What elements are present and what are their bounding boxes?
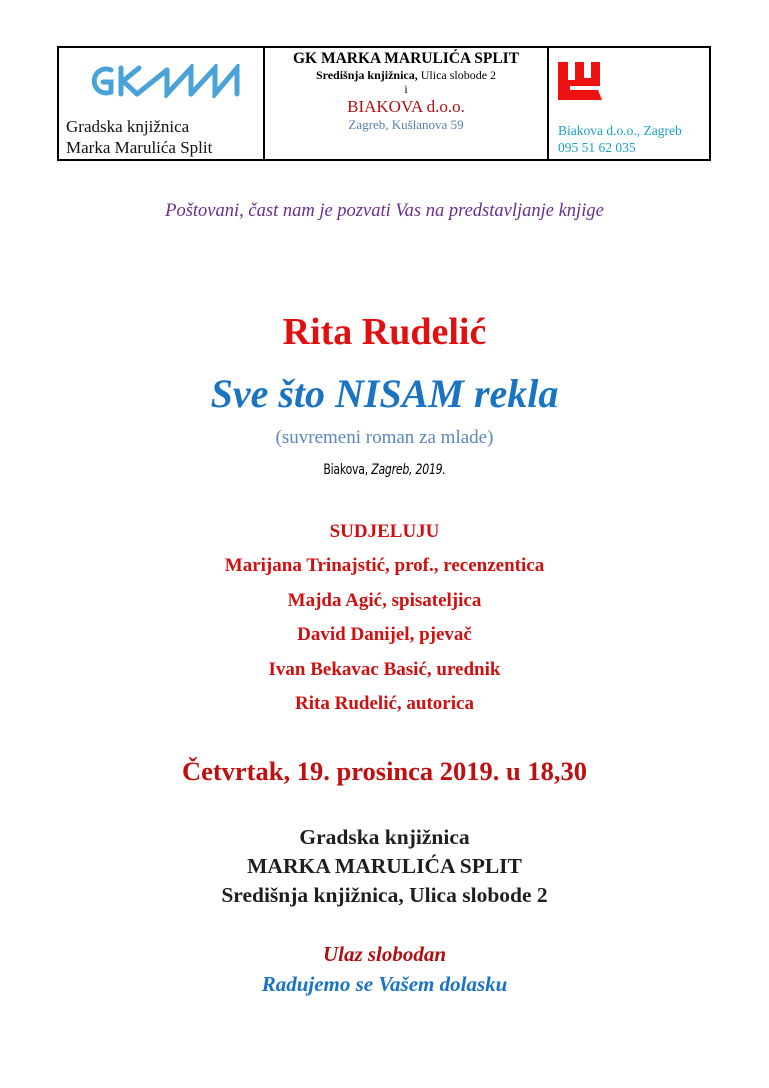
author-name: Rita Rudelić [282, 311, 487, 353]
library-name-line1: Gradska knjižnica [66, 117, 190, 136]
book-genre: (suvremeni roman za mlade) [275, 427, 494, 448]
publisher-contact [558, 122, 682, 156]
organizer-street: Ulica slobode 2 [417, 68, 497, 82]
book-title: Sve što NISAM rekla [210, 371, 559, 416]
biakova-logo-icon [558, 58, 602, 100]
publisher-name: BIAKOVA d.o.o. [347, 97, 465, 116]
event-date: Četvrtak, 19. prosinca 2019. u 18,30 [181, 756, 588, 786]
organizer-address [265, 68, 547, 83]
header-left-cell [59, 48, 265, 159]
participants-heading: SUDJELUJU [329, 521, 440, 542]
organizer-title: GK MARKA MARULIĆA SPLIT [292, 50, 520, 67]
invitation-text: Poštovani, čast nam je pozvati Vas na predstavljanje knjige [165, 201, 604, 221]
entry-note: Ulaz slobodan [322, 942, 447, 966]
venue-line: Gradska knjižnica [299, 825, 470, 849]
organizer-branch: Središnja knjižnica, [315, 68, 418, 82]
participant-item: Ivan Bekavac Basić, urednik [268, 659, 501, 680]
library-name-line2: Marka Marulića Split [66, 138, 213, 157]
venue-line: MARKA MARULIĆA SPLIT [247, 854, 522, 878]
book-publisher [85, 462, 685, 478]
welcome-note: Radujemo se Vašem dolasku [261, 972, 508, 996]
publisher-label: Biakova, [323, 462, 368, 478]
header-middle-cell [265, 48, 549, 159]
library-name [66, 116, 212, 158]
conjunction: i [404, 82, 408, 96]
gkmm-logo-icon [87, 64, 243, 98]
participant-item: Marijana Trinajstić, prof., recenzentica [224, 555, 545, 576]
header-right-cell [549, 48, 709, 159]
participant-item: Rita Rudelić, autorica [295, 693, 474, 714]
publisher-place-year: Zagreb, 2019. [367, 462, 446, 478]
publisher-contact-name: Biakova d.o.o., Zagreb [558, 123, 682, 138]
publisher-address: Zagreb, Kušlanova 59 [348, 117, 464, 132]
header-table [57, 46, 711, 161]
publisher-phone: 095 51 62 035 [558, 140, 636, 155]
participant-item: David Danijel, pjevač [297, 624, 472, 645]
venue-line: Središnja knjižnica, Ulica slobode 2 [221, 883, 548, 907]
participant-item: Majda Agić, spisateljica [287, 590, 482, 611]
